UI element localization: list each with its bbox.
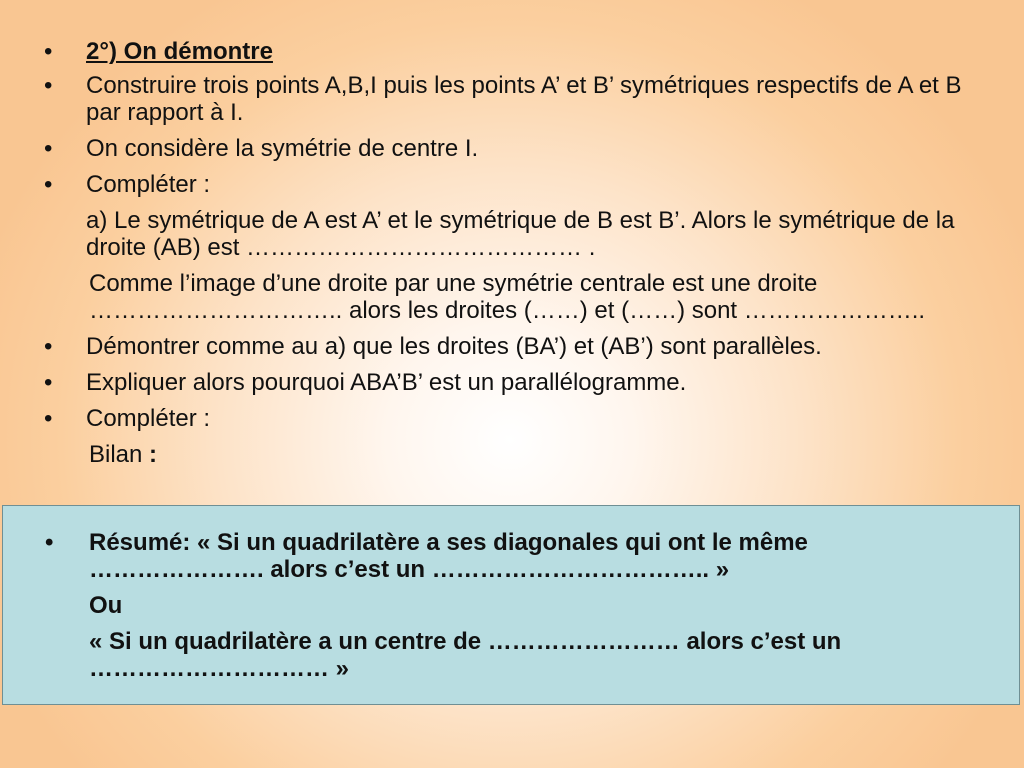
consider-instruction: • On considère la symétrie de centre I.	[0, 135, 1024, 162]
summary-box	[2, 505, 1020, 705]
summary-content	[3, 529, 1021, 682]
section-title-item	[0, 38, 1024, 65]
complete-instruction-2: • Compléter :	[0, 405, 1024, 432]
explain-instruction: • Expliquer alors pourquoi ABA’B’ est un parallélogramme.	[0, 369, 1024, 396]
bilan-line	[0, 441, 1024, 468]
part-a-text: a) Le symétrique de A est A’ et le symétrique de B est B’. Alors le symétrique de la droite (AB) est …………………………………… .	[86, 207, 955, 261]
summary-resume: • Résumé: « Si un quadrilatère a ses diagonales qui ont le même …………………. alors c’est un …………………………….. »	[3, 529, 1021, 583]
bilan-colon: :	[149, 441, 158, 468]
summary-or: Ou	[89, 592, 123, 619]
complete-instruction: • Compléter :	[0, 171, 1024, 198]
demonstrate-instruction: • Démontrer comme au a) que les droites (BA’) et (AB’) sont parallèles.	[0, 333, 1024, 360]
section-title: 2°) On démontre	[86, 38, 273, 65]
bilan-label: Bilan	[89, 441, 150, 468]
image-line-text: Comme l’image d’une droite par une symétrie centrale est une droite ………………………….. alors les droites (……) et (……) sont …………………..	[89, 270, 926, 324]
content-list	[0, 38, 1024, 468]
summary-center: « Si un quadrilatère a un centre de …………………… alors c’est un ………………………… »	[89, 628, 842, 682]
construct-instruction: • Construire trois points A,B,I puis les points A’ et B’ symétriques respectifs de A et B par rapport à I.	[0, 72, 1024, 126]
